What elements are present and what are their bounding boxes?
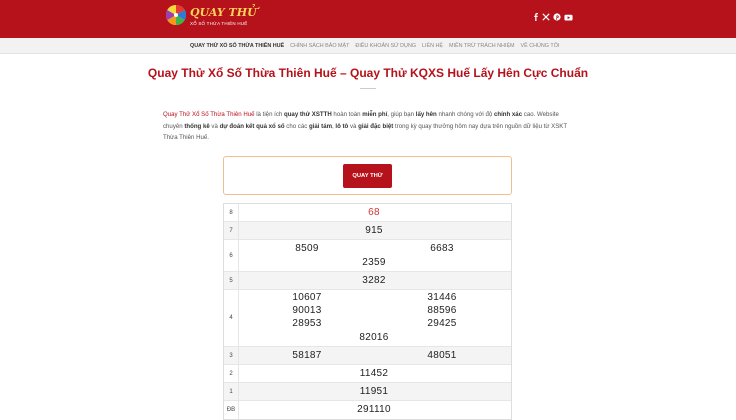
intro-bold: miễn phí: [362, 111, 388, 118]
prize-number: 90013: [292, 305, 322, 316]
prize-label: 5: [224, 272, 239, 289]
nav-item-mien-tru[interactable]: MIỄN TRỪ TRÁCH NHIỆM: [449, 43, 515, 49]
prize-row-1: [224, 383, 511, 401]
intro-bold: lấy hên: [415, 111, 437, 118]
site-header: [0, 0, 736, 38]
intro-text: cao. Website chuyên: [163, 111, 559, 130]
prize-label: 3: [224, 347, 239, 364]
intro-text: cho các: [284, 122, 309, 130]
prize-row-2: [224, 365, 511, 383]
nav-item-ve-chung-toi[interactable]: VỀ CHÚNG TÔI: [520, 43, 560, 49]
prize-label: ĐB: [224, 401, 239, 419]
nav-item-dieu-khoan[interactable]: ĐIỀU KHOẢN SỬ DỤNG: [355, 43, 417, 49]
logo-title: QUAY THỬ: [190, 6, 257, 19]
prize-number: 58187: [292, 350, 322, 361]
youtube-icon[interactable]: [562, 11, 574, 23]
intro-link[interactable]: Quay Thử Xổ Số Thừa Thiên Huế: [163, 111, 255, 118]
prize-number: 8509: [295, 243, 319, 254]
title-divider: [360, 88, 376, 89]
prize-number: 3282: [362, 275, 386, 286]
intro-text: ,: [332, 122, 336, 130]
prize-number: 29425: [427, 318, 457, 329]
intro-bold: chính xác: [493, 111, 523, 118]
prize-number: 10607: [292, 292, 322, 303]
prize-label: 2: [224, 365, 239, 382]
prize-row-5: [224, 272, 511, 290]
prize-number: 88596: [427, 305, 457, 316]
intro-text: và: [209, 122, 220, 130]
prize-number: 2359: [362, 257, 386, 268]
intro-text: là tiện ích: [254, 111, 284, 118]
intro-text: nhanh chóng với độ: [436, 111, 494, 118]
prize-number: 11452: [359, 368, 389, 379]
spin-panel: [223, 156, 512, 195]
intro-bold: quay thử XSTTH: [283, 111, 332, 118]
nav-item-chinh-sach[interactable]: CHÍNH SÁCH BẢO MẬT: [290, 43, 350, 49]
intro-bold: dự đoán kết quả xổ số: [219, 122, 285, 130]
prize-label: 8: [224, 204, 239, 221]
intro-text: và: [348, 122, 359, 130]
wheel-logo-icon: [165, 4, 187, 26]
prize-row-4: [224, 290, 511, 347]
prize-row-special: [224, 401, 511, 419]
prize-row-8: [224, 204, 511, 222]
intro-paragraph: [163, 109, 573, 144]
intro-bold: giải đặc biệt: [358, 122, 394, 130]
logo-subtitle: XỔ SỐ THỪA THIÊN HUẾ: [190, 21, 248, 26]
intro-text: hoàn toàn: [331, 111, 363, 118]
site-logo[interactable]: [165, 3, 257, 33]
prize-number: 48051: [427, 350, 457, 361]
prize-label: 1: [224, 383, 239, 400]
intro-text: trong kỳ quay thưởng hôm nay dựa trên nguồn dữ liệu từ XSKT Thừa Thiên Huế.: [163, 122, 567, 141]
prize-label: 6: [224, 240, 239, 271]
page-title: Quay Thử Xổ Số Thừa Thiên Huế – Quay Thử KQXS Huế Lấy Hên Cực Chuẩn: [147, 66, 589, 80]
nav-item-quay-thu[interactable]: QUAY THỬ XỔ SỐ THỪA THIÊN HUẾ: [190, 43, 285, 49]
main-nav: [0, 38, 736, 54]
nav-item-lien-he[interactable]: LIÊN HỆ: [422, 43, 444, 49]
spin-button[interactable]: QUAY THỬ: [343, 164, 392, 188]
intro-text: , giúp bạn: [387, 111, 416, 118]
prize-row-6: [224, 240, 511, 272]
prize-number: 11951: [359, 386, 389, 397]
intro-bold: lô tô: [335, 122, 349, 130]
intro-bold: giải tám: [308, 122, 333, 130]
prize-number: 68: [368, 207, 380, 218]
prize-number: 28953: [292, 318, 322, 329]
prize-number: 82016: [359, 332, 389, 343]
prize-number: 31446: [427, 292, 457, 303]
prize-row-3: [224, 347, 511, 365]
prize-label: 4: [224, 290, 239, 346]
intro-bold: thống kê: [184, 122, 210, 130]
prize-row-7: [224, 222, 511, 240]
prize-label: 7: [224, 222, 239, 239]
prize-number: 915: [365, 225, 383, 236]
prize-number: 291110: [357, 404, 391, 415]
results-table: [223, 203, 512, 420]
prize-number: 6683: [430, 243, 454, 254]
